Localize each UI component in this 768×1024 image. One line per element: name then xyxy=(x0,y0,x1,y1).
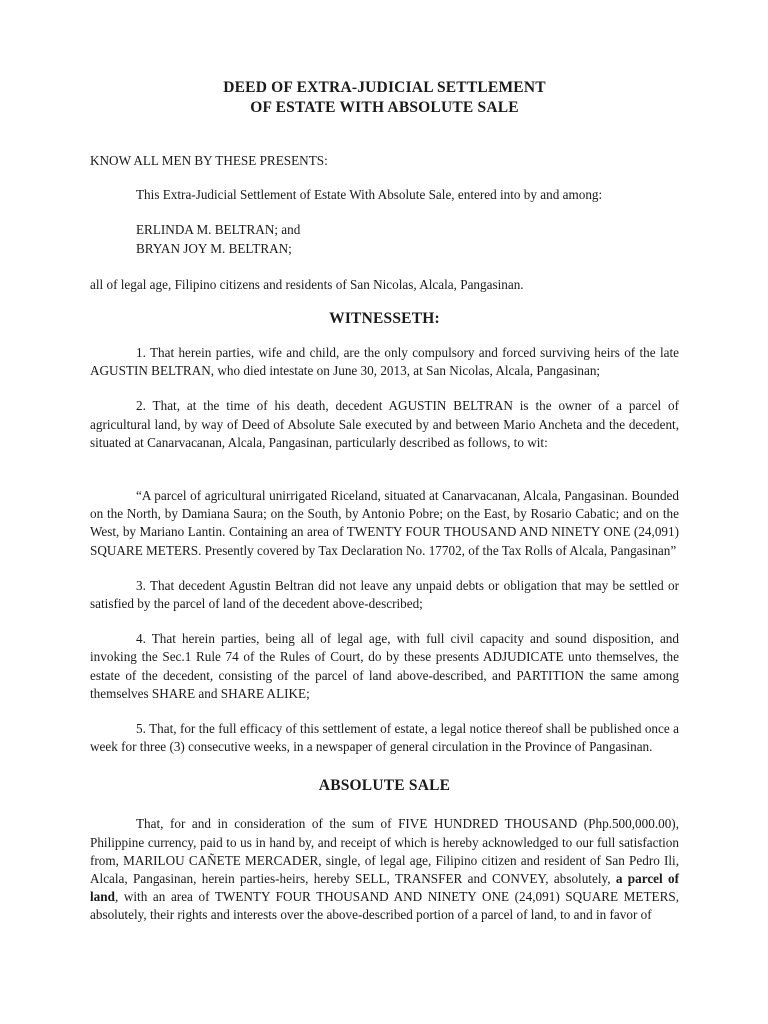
sale-paragraph xyxy=(90,815,679,924)
parties-list xyxy=(90,221,679,257)
property-description: “A parcel of agricultural unirrigated Riceland, situated at Canarvacanan, Alcala, Pangasinan. Bounded on the North, by Damiana Saura; on the South, by Antonio Pobre; on the East, by Rosario Cabatic; and on the West, by Mariano Lantin. Containing an area of TWENTY FOUR THOUSAND AND NINETY ONE (24,091) SQUARE METERS. Presently covered by Tax Declaration No. 17702, of the Tax Rolls of Alcala, Pangasinan” xyxy=(90,488,679,558)
title-line-2: OF ESTATE WITH ABSOLUTE SALE xyxy=(250,99,519,116)
title-line-1: DEED OF EXTRA-JUDICIAL SETTLEMENT xyxy=(223,79,546,96)
sale-text-part-1: That, for and in consideration of the sum of FIVE HUNDRED THOUSAND (Php.500,000.00), Philippine currency, paid to us in hand by, and receipt of which is hereby acknowledged to our full satisfaction from, MARILOU CAÑETE MERCADER, single, of legal age, Filipino citizen and resident of San Pedro Ili, Alcala, Pangasinan, herein parties-heirs, hereby SELL, TRANSFER and CONVEY, absolutely, xyxy=(90,816,679,887)
sale-text-part-2: , with an area of TWENTY FOUR THOUSAND AND NINETY ONE (24,091) SQUARE METERS, absolutely, their rights and interests over the above-described portion of a parcel of land, to and in favor of xyxy=(90,889,679,923)
document-page xyxy=(90,78,679,925)
paragraph-1: 1. That herein parties, wife and child, are the only compulsory and forced surviving heirs of the late AGUSTIN BELTRAN, who died intestate on June 30, 2013, at San Nicolas, Alcala, Pangasinan; xyxy=(90,345,679,379)
witnesseth-heading: WITNESSETH: xyxy=(329,310,440,328)
party-1: ERLINDA M. BELTRAN; and xyxy=(136,222,301,238)
party-2: BRYAN JOY M. BELTRAN; xyxy=(136,240,292,256)
parties-description: all of legal age, Filipino citizens and residents of San Nicolas, Alcala, Pangasinan. xyxy=(90,276,524,292)
paragraph-3: 3. That decedent Agustin Beltran did not leave any unpaid debts or obligation that may be settled or satisfied by the parcel of land of the decedent above-described; xyxy=(90,577,679,612)
paragraph-4: 4. That herein parties, being all of legal age, with full civil capacity and sound disposition, and invoking the Sec.1 Rule 74 of the Rules of Court, do by these presents ADJUDICATE unto themselves, the estate of the decedent, consisting of the parcel of land above-described, and PARTITION the same among themselves SHARE and SHARE ALIKE; xyxy=(90,631,679,701)
absolute-sale-heading: ABSOLUTE SALE xyxy=(318,777,451,795)
paragraph-2: 2. That, at the time of his death, decedent AGUSTIN BELTRAN is the owner of a parcel of agricultural land, by way of Deed of Absolute Sale executed by and between Mario Ancheta and the decedent, situated at Canarvacanan, Alcala, Pangasinan, particularly described as follows, to wit: xyxy=(90,398,679,450)
intro-paragraph: This Extra-Judicial Settlement of Estate With Absolute Sale, entered into by and among: xyxy=(136,187,603,203)
document-title xyxy=(90,78,679,118)
opening-line: KNOW ALL MEN BY THESE PRESENTS: xyxy=(90,153,328,168)
paragraph-5: 5. That, for the full efficacy of this settlement of estate, a legal notice thereof shall be published once a week for three (3) consecutive weeks, in a newspaper of general circulation in the Province of Pangasinan. xyxy=(90,721,679,755)
sale-text-bold: a parcel of land xyxy=(90,871,680,905)
